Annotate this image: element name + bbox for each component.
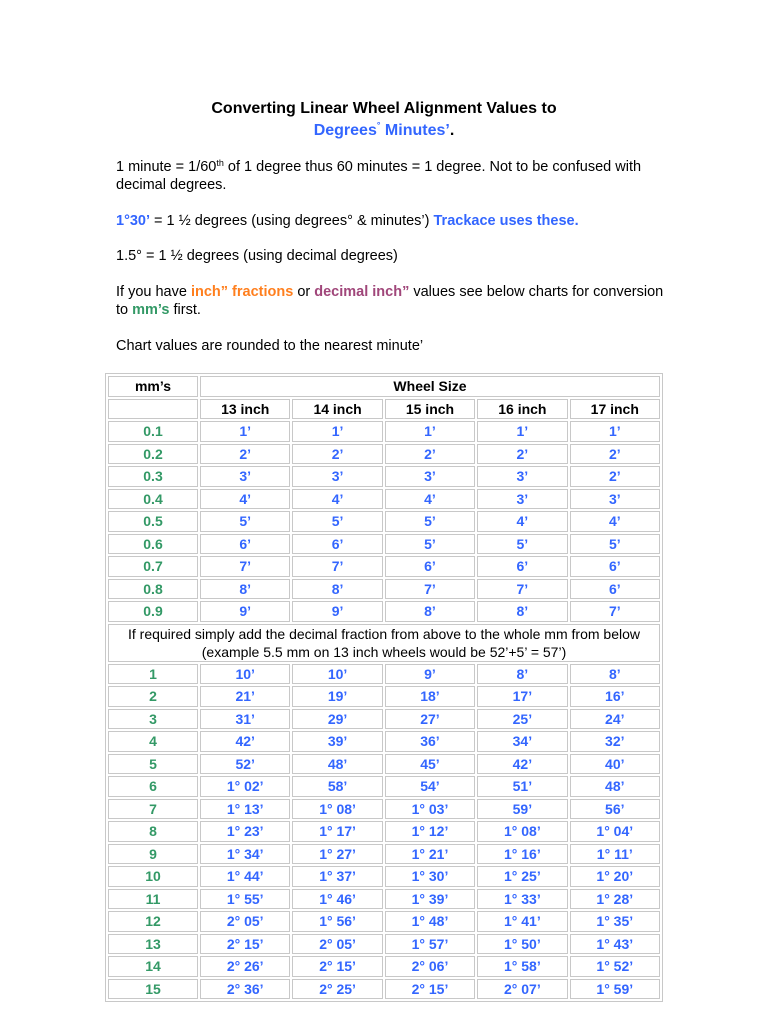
conversion-note-a: If you have (116, 284, 191, 300)
value-cell: 1° 23’ (200, 821, 290, 842)
value-cell: 51’ (477, 776, 567, 797)
empty-header-cell (108, 399, 198, 420)
value-cell: 3’ (200, 466, 290, 487)
value-cell: 7’ (200, 556, 290, 577)
mm-cell: 0.4 (108, 489, 198, 510)
value-cell: 52’ (200, 754, 290, 775)
table-row (108, 489, 660, 510)
value-cell: 3’ (570, 489, 660, 510)
value-cell: 45’ (385, 754, 475, 775)
table-row (108, 664, 660, 685)
minute-definition-sup: th (216, 158, 224, 168)
mm-cell: 8 (108, 821, 198, 842)
value-cell: 8’ (570, 664, 660, 685)
value-cell: 32’ (570, 731, 660, 752)
size-header: 14 inch (292, 399, 382, 420)
mm-cell: 0.8 (108, 579, 198, 600)
value-cell: 5’ (200, 511, 290, 532)
size-header: 15 inch (385, 399, 475, 420)
example-value: 1°30’ (116, 213, 151, 229)
value-cell: 5’ (292, 511, 382, 532)
value-cell: 3’ (477, 489, 567, 510)
mm-cell: 13 (108, 934, 198, 955)
value-cell: 7’ (292, 556, 382, 577)
value-cell: 48’ (292, 754, 382, 775)
value-cell: 2° 15’ (200, 934, 290, 955)
value-cell: 1° 46’ (292, 889, 382, 910)
value-cell: 1° 59’ (570, 979, 660, 1000)
value-cell: 8’ (292, 579, 382, 600)
title-period: . (449, 122, 455, 139)
value-cell: 2’ (570, 444, 660, 465)
table-row (108, 911, 660, 932)
mm-cell: 5 (108, 754, 198, 775)
value-cell: 2° 15’ (292, 956, 382, 977)
value-cell: 59’ (477, 799, 567, 820)
mm-cell: 15 (108, 979, 198, 1000)
minute-definition (116, 158, 676, 194)
wheel-size-header: Wheel Size (200, 376, 660, 397)
value-cell: 2’ (292, 444, 382, 465)
value-cell: 6’ (292, 534, 382, 555)
value-cell: 1° 27’ (292, 844, 382, 865)
value-cell: 2° 36’ (200, 979, 290, 1000)
value-cell: 2° 15’ (385, 979, 475, 1000)
value-cell: 1’ (200, 421, 290, 442)
value-cell: 3’ (477, 466, 567, 487)
size-header: 16 inch (477, 399, 567, 420)
mm-cell: 11 (108, 889, 198, 910)
value-cell: 1° 34’ (200, 844, 290, 865)
table-row (108, 466, 660, 487)
value-cell: 2’ (477, 444, 567, 465)
value-cell: 7’ (570, 601, 660, 622)
value-cell: 1° 58’ (477, 956, 567, 977)
value-cell: 2’ (570, 466, 660, 487)
table-row (108, 709, 660, 730)
inch-fractions-text: inch” fractions (190, 284, 294, 300)
mm-cell: 6 (108, 776, 198, 797)
value-cell: 1° 02’ (200, 776, 290, 797)
value-cell: 17’ (477, 686, 567, 707)
document-title: Converting Linear Wheel Alignment Values to (211, 100, 557, 117)
value-cell: 10’ (200, 664, 290, 685)
table-note: If required simply add the decimal fraction from above to the whole mm from below (example 5.5 mm on 13 inch wheels would be 52’+5’ = 57’) (108, 624, 660, 662)
value-cell: 1° 52’ (570, 956, 660, 977)
table-row (108, 534, 660, 555)
value-cell: 1° 08’ (292, 799, 382, 820)
mm-cell: 12 (108, 911, 198, 932)
value-cell: 2° 05’ (200, 911, 290, 932)
value-cell: 1° 08’ (477, 821, 567, 842)
value-cell: 1° 43’ (570, 934, 660, 955)
table-row (108, 731, 660, 752)
mm-column-header: mm’s (108, 376, 198, 397)
value-cell: 58’ (292, 776, 382, 797)
size-header: 13 inch (200, 399, 290, 420)
value-cell: 1° 03’ (385, 799, 475, 820)
value-cell: 1° 11’ (570, 844, 660, 865)
value-cell: 1’ (292, 421, 382, 442)
whole-rows (108, 664, 660, 1000)
table-row (108, 601, 660, 622)
value-cell: 27’ (385, 709, 475, 730)
note-row (108, 624, 660, 662)
mm-cell: 1 (108, 664, 198, 685)
value-cell: 2° 06’ (385, 956, 475, 977)
conversion-note-b: or (293, 284, 315, 300)
value-cell: 36’ (385, 731, 475, 752)
rounding-note: Chart values are rounded to the nearest minute’ (116, 338, 424, 354)
value-cell: 3’ (292, 466, 382, 487)
value-cell: 1° 48’ (385, 911, 475, 932)
table-row (108, 799, 660, 820)
table-row (108, 754, 660, 775)
value-cell: 1° 30’ (385, 866, 475, 887)
table-row (108, 686, 660, 707)
mm-cell: 14 (108, 956, 198, 977)
mm-cell: 2 (108, 686, 198, 707)
value-cell: 10’ (292, 664, 382, 685)
degrees-minutes-example (116, 212, 676, 230)
value-cell: 6’ (477, 556, 567, 577)
table-row (108, 821, 660, 842)
value-cell: 1° 33’ (477, 889, 567, 910)
mm-cell: 7 (108, 799, 198, 820)
example-text: = 1 ½ degrees (using degrees° & minutes’) (150, 213, 434, 229)
value-cell: 1° 44’ (200, 866, 290, 887)
value-cell: 1’ (570, 421, 660, 442)
table-row (108, 776, 660, 797)
value-cell: 2° 25’ (292, 979, 382, 1000)
value-cell: 34’ (477, 731, 567, 752)
table-row (108, 844, 660, 865)
minutes-word: Minutes (384, 122, 446, 139)
value-cell: 16’ (570, 686, 660, 707)
size-header: 17 inch (570, 399, 660, 420)
table-row (108, 979, 660, 1000)
minute-mark: ’ (445, 122, 450, 139)
value-cell: 9’ (385, 664, 475, 685)
table-row (108, 556, 660, 577)
value-cell: 5’ (385, 511, 475, 532)
mm-cell: 0.7 (108, 556, 198, 577)
value-cell: 1° 41’ (477, 911, 567, 932)
value-cell: 1° 55’ (200, 889, 290, 910)
value-cell: 1° 57’ (385, 934, 475, 955)
mm-cell: 0.5 (108, 511, 198, 532)
value-cell: 1° 04’ (570, 821, 660, 842)
conversion-note-c: values see below charts for conversion to (116, 284, 664, 318)
value-cell: 8’ (477, 664, 567, 685)
value-cell: 1’ (385, 421, 475, 442)
value-cell: 39’ (292, 731, 382, 752)
wheel-size-row (108, 399, 660, 420)
value-cell: 7’ (385, 579, 475, 600)
table-row (108, 889, 660, 910)
value-cell: 48’ (570, 776, 660, 797)
degree-mark: ° (376, 120, 381, 130)
value-cell: 6’ (570, 579, 660, 600)
value-cell: 1° 35’ (570, 911, 660, 932)
mm-cell: 0.9 (108, 601, 198, 622)
conversion-table (105, 373, 663, 1002)
value-cell: 4’ (385, 489, 475, 510)
value-cell: 40’ (570, 754, 660, 775)
value-cell: 54’ (385, 776, 475, 797)
mm-cell: 0.2 (108, 444, 198, 465)
value-cell: 56’ (570, 799, 660, 820)
mm-cell: 3 (108, 709, 198, 730)
table-row (108, 579, 660, 600)
value-cell: 9’ (292, 601, 382, 622)
value-cell: 6’ (200, 534, 290, 555)
value-cell: 9’ (200, 601, 290, 622)
table-row (108, 444, 660, 465)
value-cell: 1° 37’ (292, 866, 382, 887)
mms-text: mm’s (132, 302, 170, 318)
value-cell: 42’ (477, 754, 567, 775)
table-row (108, 511, 660, 532)
value-cell: 2° 05’ (292, 934, 382, 955)
value-cell: 8’ (385, 601, 475, 622)
conversion-note-d: first. (169, 302, 201, 318)
value-cell: 29’ (292, 709, 382, 730)
value-cell: 1° 39’ (385, 889, 475, 910)
value-cell: 1° 25’ (477, 866, 567, 887)
conversion-note (116, 283, 676, 319)
value-cell: 1° 12’ (385, 821, 475, 842)
mm-cell: 4 (108, 731, 198, 752)
value-cell: 2’ (385, 444, 475, 465)
value-cell: 1° 28’ (570, 889, 660, 910)
table-row (108, 866, 660, 887)
value-cell: 1° 21’ (385, 844, 475, 865)
value-cell: 6’ (385, 556, 475, 577)
value-cell: 8’ (477, 601, 567, 622)
mm-cell: 0.6 (108, 534, 198, 555)
decimal-inch-text: decimal inch” (314, 284, 410, 300)
minute-definition-b: of 1 degree thus 60 minutes = 1 degree. Not to be confused with decimal degrees. (116, 159, 642, 193)
minute-definition-a: 1 minute = 1/60 (116, 159, 217, 175)
value-cell: 4’ (570, 511, 660, 532)
value-cell: 5’ (477, 534, 567, 555)
value-cell: 1° 50’ (477, 934, 567, 955)
value-cell: 5’ (385, 534, 475, 555)
degrees-word: Degrees (313, 122, 377, 139)
value-cell: 42’ (200, 731, 290, 752)
value-cell: 18’ (385, 686, 475, 707)
value-cell: 1° 17’ (292, 821, 382, 842)
decimal-degrees-example: 1.5° = 1 ½ degrees (using decimal degrees) (116, 248, 398, 264)
value-cell: 2’ (200, 444, 290, 465)
table-row (108, 956, 660, 977)
value-cell: 24’ (570, 709, 660, 730)
mm-cell: 0.3 (108, 466, 198, 487)
table-header-row (108, 376, 660, 397)
value-cell: 1° 20’ (570, 866, 660, 887)
mm-cell: 0.1 (108, 421, 198, 442)
trackace-note: Trackace uses these. (433, 213, 579, 229)
value-cell: 19’ (292, 686, 382, 707)
value-cell: 1° 56’ (292, 911, 382, 932)
value-cell: 4’ (292, 489, 382, 510)
value-cell: 31’ (200, 709, 290, 730)
document-subtitle (0, 122, 768, 140)
value-cell: 8’ (200, 579, 290, 600)
value-cell: 4’ (200, 489, 290, 510)
decimal-rows (108, 421, 660, 622)
value-cell: 6’ (570, 556, 660, 577)
value-cell: 2° 07’ (477, 979, 567, 1000)
value-cell: 5’ (570, 534, 660, 555)
value-cell: 1’ (477, 421, 567, 442)
value-cell: 25’ (477, 709, 567, 730)
table-row (108, 421, 660, 442)
mm-cell: 10 (108, 866, 198, 887)
value-cell: 1° 13’ (200, 799, 290, 820)
table-row (108, 934, 660, 955)
value-cell: 1° 16’ (477, 844, 567, 865)
value-cell: 4’ (477, 511, 567, 532)
mm-cell: 9 (108, 844, 198, 865)
value-cell: 2° 26’ (200, 956, 290, 977)
value-cell: 7’ (477, 579, 567, 600)
value-cell: 21’ (200, 686, 290, 707)
value-cell: 3’ (385, 466, 475, 487)
